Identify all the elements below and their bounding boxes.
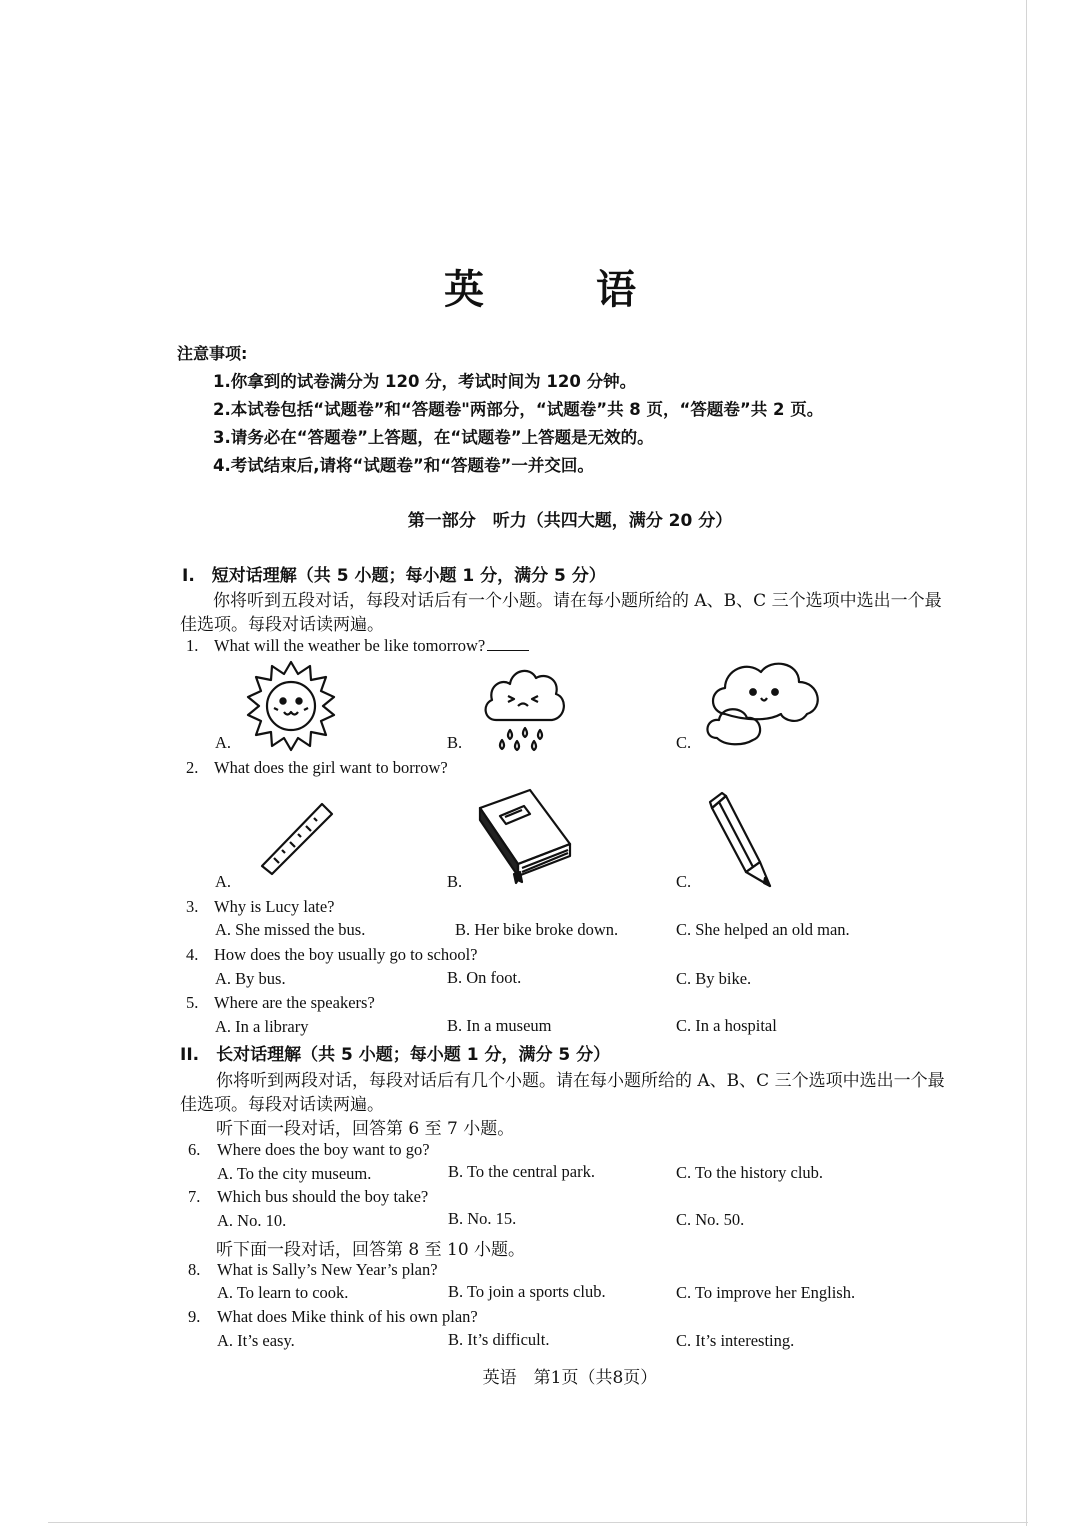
question-number: 6. (188, 1140, 201, 1159)
option-a: A. She missed the bus. (215, 920, 366, 939)
option-c: C. In a hospital (676, 1016, 777, 1035)
question-number: 3. (186, 897, 199, 916)
option-b: B. (447, 733, 463, 752)
question-number: 9. (188, 1307, 201, 1326)
question-text: Where does the boy want to go? (217, 1140, 430, 1159)
notice-heading: 注意事项: (177, 344, 248, 363)
question-number: 7. (188, 1187, 201, 1206)
option-c: C. It’s interesting. (676, 1331, 795, 1350)
sub-instructions: 听下面一段对话，回答第 6 至 7 小题。 (216, 1119, 515, 1139)
ruler-icon (260, 800, 336, 876)
section-instructions: 佳选项。每段对话读两遍。 (180, 1095, 384, 1115)
question-number: 8. (188, 1260, 201, 1279)
option-c: C. (676, 733, 692, 752)
option-c: C. By bike. (676, 969, 752, 988)
rain-cloud-icon (482, 660, 568, 752)
option-b: B. To the central park. (448, 1162, 595, 1181)
option-b: B. To join a sports club. (448, 1282, 606, 1301)
question-text: What does Mike think of his own plan? (217, 1307, 478, 1326)
option-a: A. To the city museum. (217, 1164, 372, 1183)
section-instructions: 你将听到两段对话，每段对话后有几个小题。请在每小题所给的 A、B、C 三个选项中选出一个最 (216, 1071, 945, 1091)
answer-blank (487, 636, 529, 651)
question-number: 4. (186, 945, 199, 964)
notice-item: 1.你拿到的试卷满分为 120 分，考试时间为 120 分钟。 (213, 372, 637, 391)
page-title: 英 语 (444, 266, 672, 313)
option-b: B. It’s difficult. (448, 1330, 550, 1349)
section-instructions: 佳选项。每段对话读两遍。 (180, 615, 384, 635)
section-heading: II. 长对话理解（共 5 小题；每小题 1 分，满分 5 分） (180, 1045, 611, 1065)
pencil-icon (708, 792, 778, 892)
option-c: C. To the history club. (676, 1163, 824, 1182)
option-c: C. No. 50. (676, 1210, 745, 1229)
option-a: A. It’s easy. (217, 1331, 295, 1350)
option-b: B. On foot. (447, 968, 522, 987)
option-c: C. She helped an old man. (676, 920, 850, 939)
option-b: B. (447, 872, 463, 891)
question-text: Why is Lucy late? (214, 897, 335, 916)
sub-instructions: 听下面一段对话，回答第 8 至 10 小题。 (216, 1240, 526, 1260)
option-a: A. No. 10. (217, 1211, 287, 1230)
question-text: Where are the speakers? (214, 993, 375, 1012)
notice-item: 2.本试卷包括“试题卷”和“答题卷"两部分，“试题卷”共 8 页，“答题卷”共 2 页。 (213, 400, 824, 419)
question-number: 1. (186, 636, 199, 655)
option-a: A. (215, 872, 232, 891)
cloudy-icon (703, 656, 825, 748)
section-heading: I. 短对话理解（共 5 小题；每小题 1 分，满分 5 分） (182, 566, 606, 586)
option-b: B. Her bike broke down. (455, 920, 619, 939)
section-instructions: 你将听到五段对话，每段对话后有一个小题。请在每小题所给的 A、B、C 三个选项中选出一个最 (213, 591, 942, 611)
option-a: A. By bus. (215, 969, 286, 988)
option-a: A. To learn to cook. (217, 1283, 349, 1302)
option-b: B. In a museum (447, 1016, 552, 1035)
notice-item: 4.考试结束后,请将“试题卷”和“答题卷”一并交回。 (213, 456, 594, 475)
question-number: 5. (186, 993, 199, 1012)
question-text: What will the weather be like tomorrow? (214, 636, 529, 656)
option-b: B. No. 15. (448, 1209, 517, 1228)
option-c: C. (676, 872, 692, 891)
question-text: Which bus should the boy take? (217, 1187, 429, 1206)
question-text: What does the girl want to borrow? (214, 758, 448, 777)
page-footer: 英语 第1页（共8页） (482, 1368, 658, 1388)
sun-icon (246, 660, 336, 752)
question-number: 2. (186, 758, 199, 777)
page-edge-right (1026, 0, 1027, 1526)
option-c: C. To improve her English. (676, 1283, 856, 1302)
book-icon (474, 786, 574, 886)
option-a: A. In a library (215, 1017, 309, 1036)
option-a: A. (215, 733, 232, 752)
page-edge-bottom (48, 1522, 1028, 1523)
question-text: How does the boy usually go to school? (214, 945, 478, 964)
notice-item: 3.请务必在“答题卷”上答题，在“试题卷”上答题是无效的。 (213, 428, 654, 447)
part-heading: 第一部分 听力（共四大题，满分 20 分） (407, 511, 733, 531)
question-text: What is Sally’s New Year’s plan? (217, 1260, 438, 1279)
